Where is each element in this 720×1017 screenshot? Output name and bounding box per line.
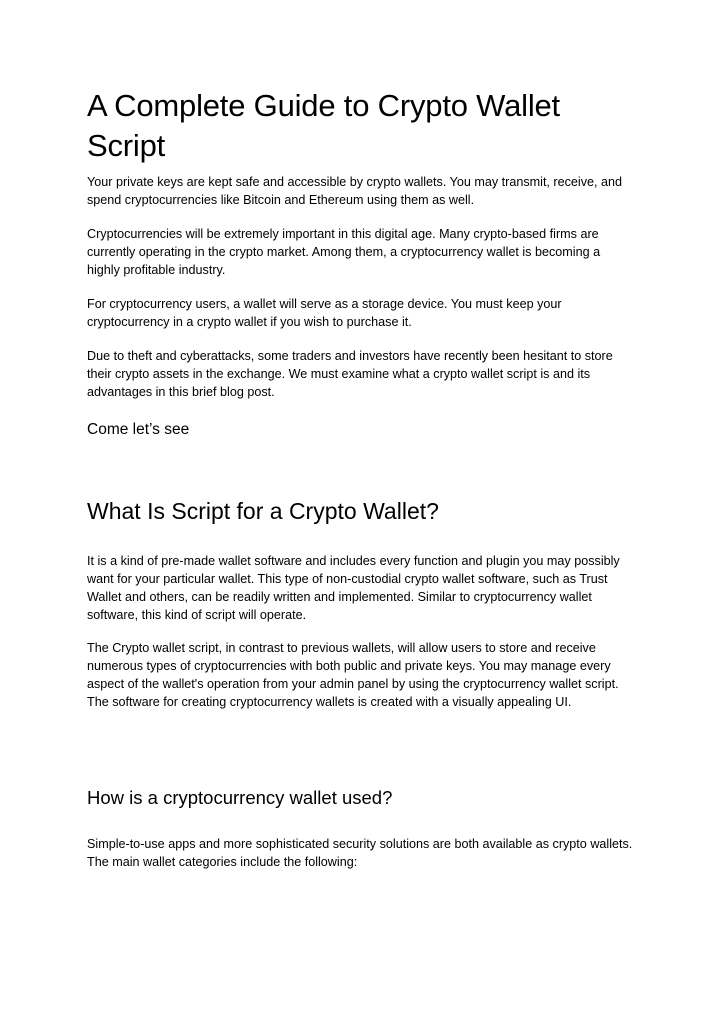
section-heading-how-is-wallet-used: How is a cryptocurrency wallet used? [87,787,393,808]
section1-paragraph-2: The Crypto wallet script, in contrast to previous wallets, will allow users to store and receive numerous types of cryptocurrencies with both public and private keys. You may manage every aspect of the wallet's operation from your admin panel by using the cryptocurrency wallet script. The software for creating cryptocurrency wallets is created with a visually appealing UI. [87,641,619,709]
document-title: A Complete Guide to Crypto Wallet Script [87,88,560,163]
come-lets-see-text: Come let’s see [87,421,190,438]
section1-paragraph-1: It is a kind of pre-made wallet software and includes every function and plugin you may possibly want for your particular wallet. This type of non-custodial crypto wallet software, such as Trust Wallet and others, can be readily written and implemented. Similar to cryptocurrency wallet software, this kind of script will operate. [87,554,620,622]
intro-paragraph-3: For cryptocurrency users, a wallet will serve as a storage device. You must keep your cryptocurrency in a crypto wallet if you wish to purchase it. [87,297,562,329]
section-heading-what-is-script: What Is Script for a Crypto Wallet? [87,498,439,524]
section2-paragraph-1: Simple-to-use apps and more sophisticated security solutions are both available as crypto wallets. The main wallet categories include the following: [87,837,633,869]
intro-paragraph-4: Due to theft and cyberattacks, some traders and investors have recently been hesitant to store their crypto assets in the exchange. We must examine what a crypto wallet script is and its advantages in this brief blog post. [87,349,613,399]
intro-paragraph-2: Cryptocurrencies will be extremely important in this digital age. Many crypto-based firms are currently operating in the crypto market. Among them, a cryptocurrency wallet is becoming a highly profitable industry. [87,227,601,277]
intro-paragraph-1: Your private keys are kept safe and accessible by crypto wallets. You may transmit, receive, and spend cryptocurrencies like Bitcoin and Ethereum using them as well. [87,175,623,207]
